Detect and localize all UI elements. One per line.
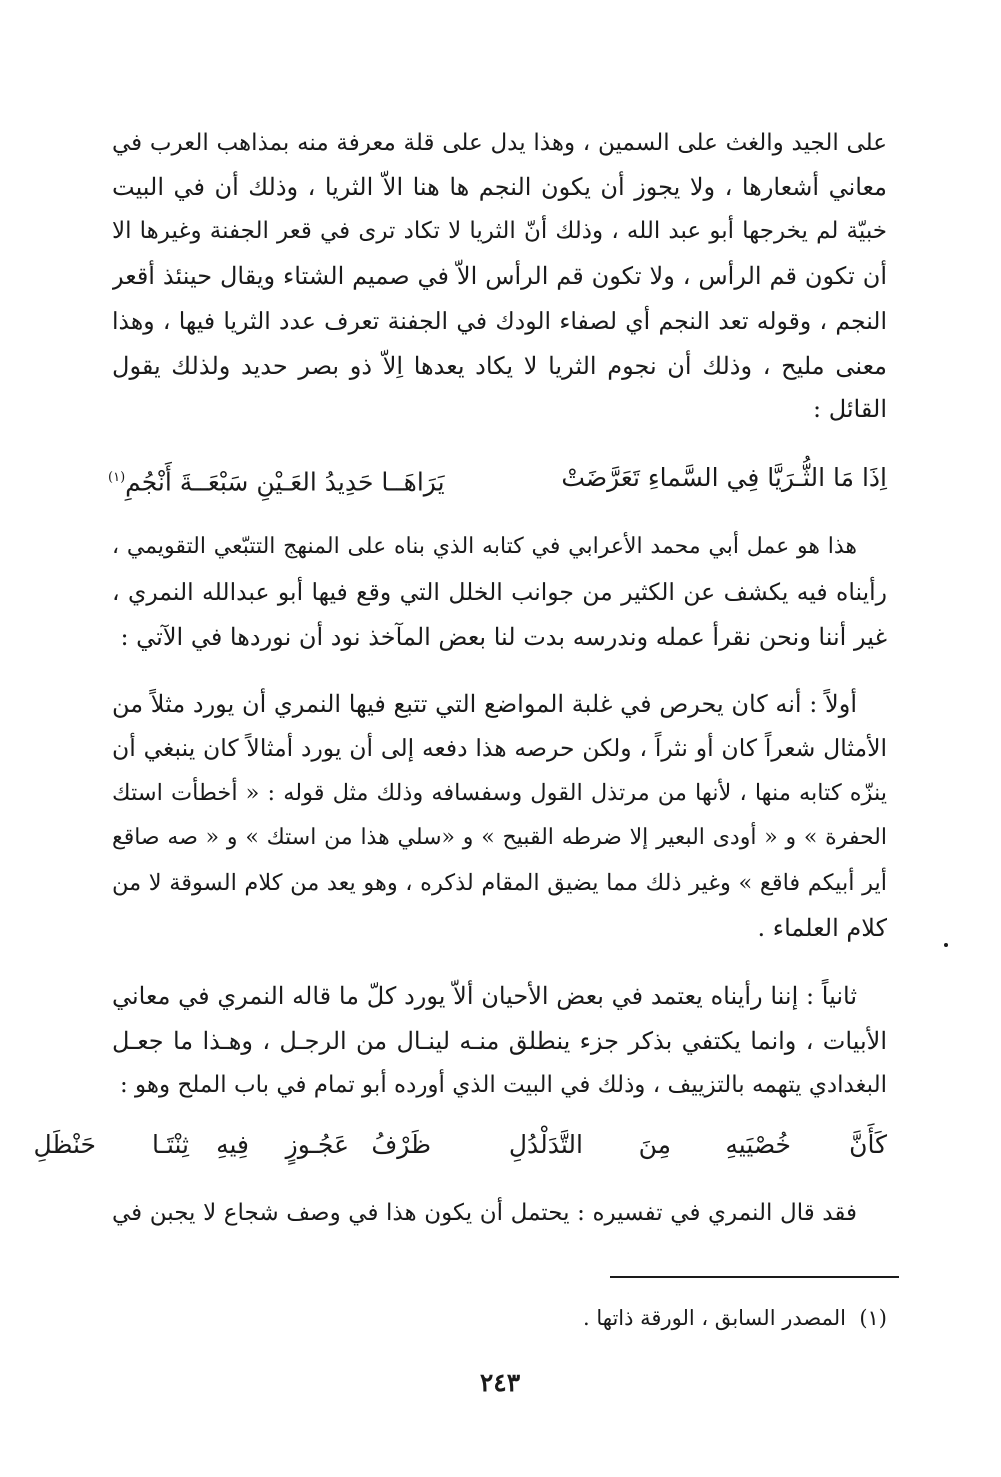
paragraph-1-line-2: معاني أشعارها ، ولا يجوز أن يكون النجم ها هنا الاّ الثريا ، وذلك أن في البيت [112,173,887,201]
paragraph-2-line-2: رأيناه فيه يكشف عن الكثير من جوانب الخلل التي وقع فيها أبو عبدالله النمري ، [112,578,887,606]
footnote-separator [610,1276,899,1278]
paragraph-1-line-4: أن تكون قم الرأس ، ولا تكون قم الرأس الاّ في صميم الشتاء ويقال حينئذ أقعر [112,262,887,290]
footnote-number: (١) [859,1306,887,1330]
paragraph-3-line-1: أولاً : أنه كان يحرص في غلبة المواضع التي تتبع فيها النمري أن يورد مثلاً من [112,690,857,718]
paragraph-1-line-6: معنى مليح ، وذلك أن نجوم الثريا لا يكاد يعدها اِلاّ ذو بصر حديد ولذلك يقول [112,352,887,380]
verse-2-word-1: كَأَنَّ [849,1130,887,1159]
verse-2-word-7: فِيهِ [216,1130,249,1159]
paragraph-1-line-5: النجم ، وقوله تعد النجم أي لصفاء الودك في الجفنة تعرف عدد الثريا فيها ، وهذا [112,307,887,335]
paragraph-3-line-5: أير أبيكم فاقع » وغير ذلك مما يضيق المقام لذكره ، وهو يعد من كلام السوقة لا من [112,870,887,896]
paragraph-3-line-6: كلام العلماء . [757,914,887,942]
paragraph-4-line-1: ثانياً : إننا رأيناه يعتمد في بعض الأحيان ألاّ يورد كلّ ما قاله النمري في معاني [112,982,857,1010]
paragraph-5-line-1: فقد قال النمري في تفسيره : يحتمل أن يكون هذا في وصف شجاع لا يجبن في [112,1200,857,1226]
verse-1-left-text: يَرَاهَــا حَدِيدُ العَـيْنِ سَبْعَــةَ أَنْجُمِ [125,467,445,497]
verse-2-word-5: ظَرْفُ [371,1130,431,1159]
verse-2-word-8: ثِنْتَـا [152,1130,189,1159]
margin-dot [944,943,948,947]
paragraph-3-line-2: الأمثال شعراً كان أو نثراً ، ولكن حرصه هذا دفعه إلى أن يورد أمثالاً كان ينبغي أن [112,734,887,762]
verse-2-word-4: التَّدَلْدُلِ [508,1130,583,1159]
paragraph-2-line-3: غير أننا ونحن نقرأ عمله وندرسه بدت لنا بعض المآخذ نود أن نوردها في الآتي : [120,623,887,651]
footnote-text: المصدر السابق ، الورقة ذاتها . [583,1306,846,1330]
footnote-reference: (١) [108,470,126,485]
paragraph-2-line-1: هذا هو عمل أبي محمد الأعرابي في كتابه الذي بناه على المنهج التتبّعي التقويمي ، [112,534,857,559]
verse-2-word-3: مِنَ [638,1130,671,1159]
verse-1-right-hemistich: اِذَا مَا الثُّـرَيَّا فِي السَّماءِ تَعَرَّضَتْ [561,463,887,492]
page-number: ٢٤٣ [479,1368,521,1397]
verse-2-word-6: عَجُـوزٍ [285,1130,349,1159]
paragraph-4-line-3: البغدادي يتهمه بالتزييف ، وذلك في البيت الذي أورده أبو تمام في باب الملح وهو : [119,1072,887,1098]
verse-2-word-2: خُصْيَيهِ [725,1130,791,1159]
paragraph-4-line-2: الأبيات ، وانما يكتفي بذكر جزء ينطلق منـه لينـال من الرجـل ، وهـذا ما جعـل [112,1027,887,1055]
paragraph-1-line-1: على الجيد والغث على السمين ، وهذا يدل على قلة معرفة منه بمذاهب العرب في [112,130,887,156]
paragraph-3-line-4: الحفرة » و « أودى البعير إلا ضرطه القبيح » و «سلي هذا من استك » و « صه صاقع [112,825,887,850]
verse-2-word-9: حَنْظَلِ [33,1130,96,1159]
paragraph-1-line-7: القائل : [812,395,887,423]
paragraph-3-line-3: ينزّه كتابه منها ، لأنها من مرتذل القول وسفسافه وذلك مثل قوله : « أخطأت استك [112,780,887,806]
verse-1-left-hemistich [108,460,445,500]
paragraph-1-line-3: خبيّة لم يخرجها أبو عبد الله ، وذلك أنّ الثريا لا تكاد ترى في قعر الجفنة وغيرها الا [112,218,887,244]
footnote [583,1303,887,1333]
